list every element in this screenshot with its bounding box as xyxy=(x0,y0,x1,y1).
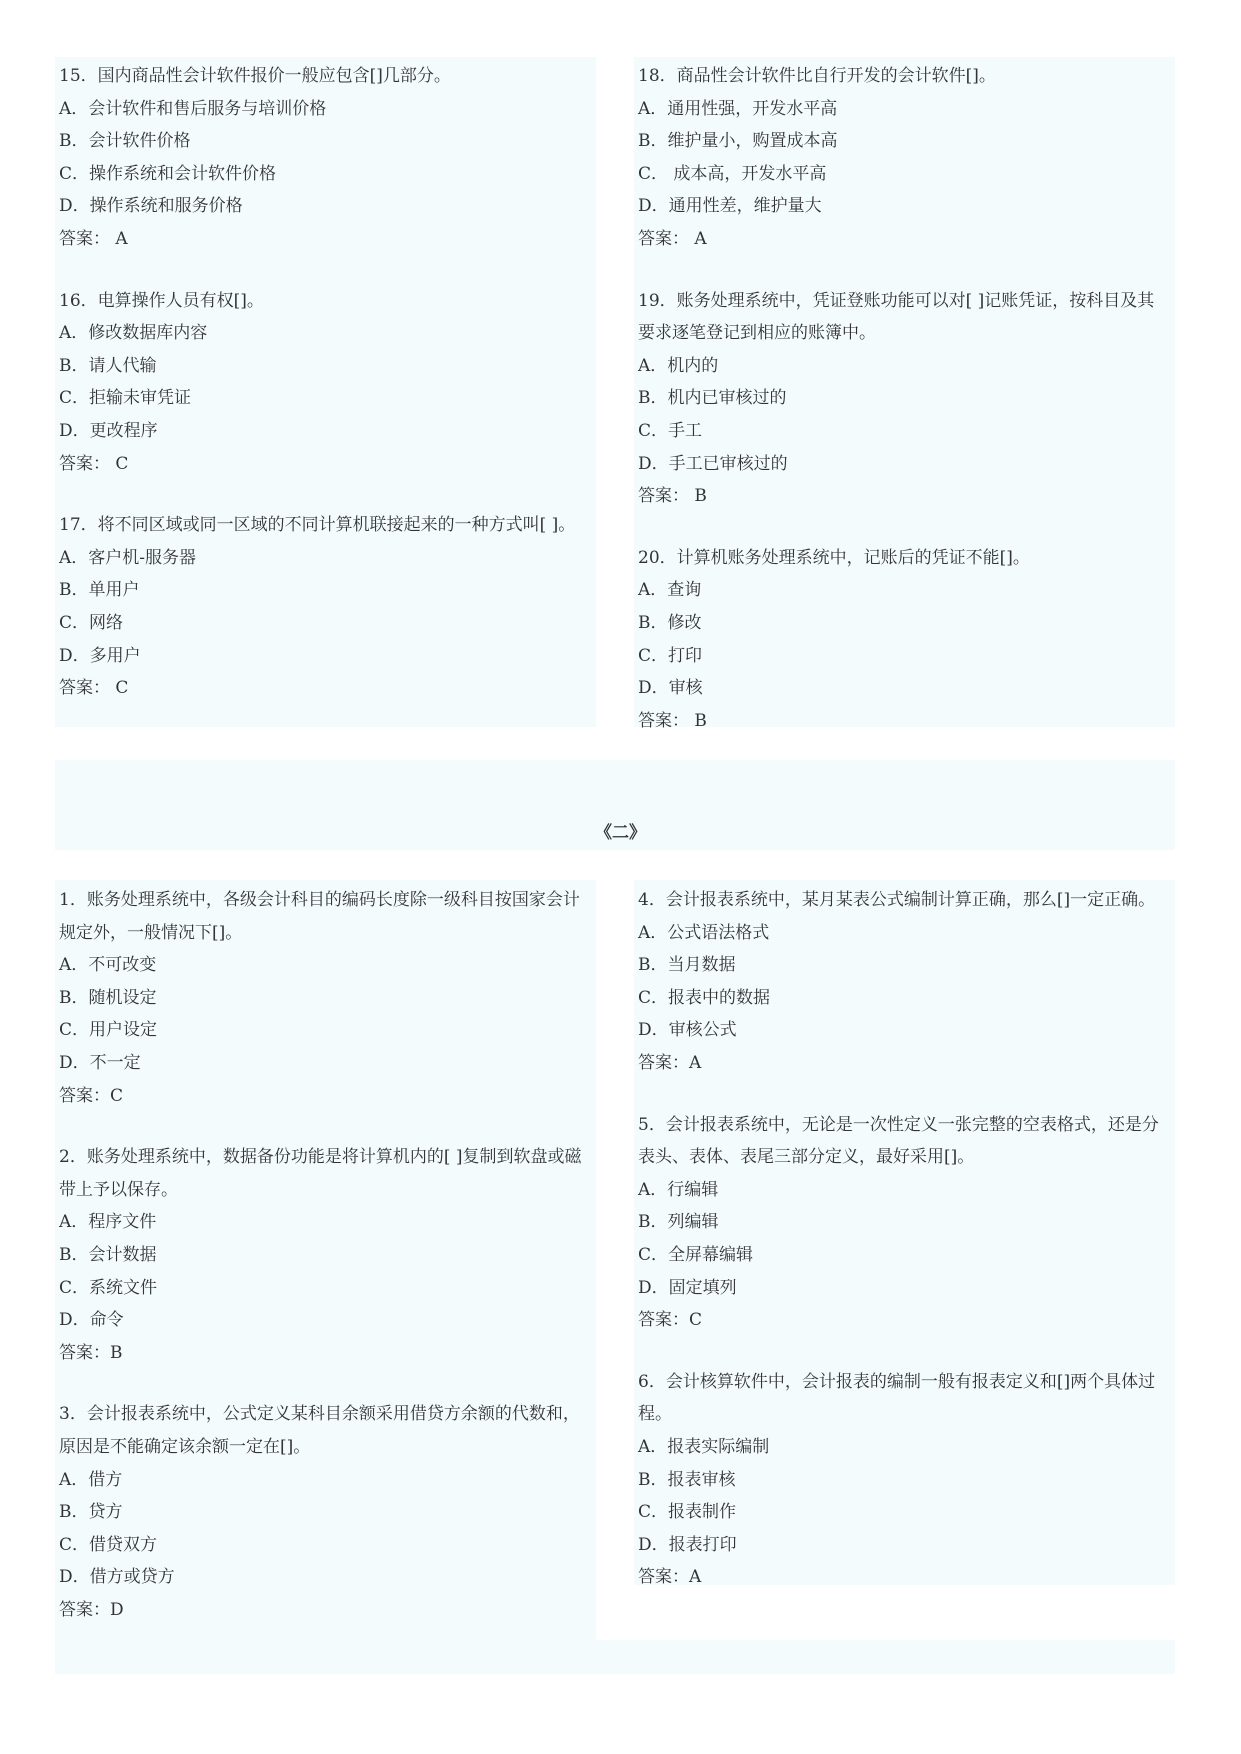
option-b: B．单用户 xyxy=(59,580,140,601)
question-text: 6．会计核算软件中，会计报表的编制一般有报表定义和[]两个具体过 xyxy=(638,1371,1156,1392)
option-b: B．维护量小，购置成本高 xyxy=(638,131,838,152)
question-text: 17．将不同区域或同一区域的不同计算机联接起来的一种方式叫[ ]。 xyxy=(59,515,576,536)
option-b: B．报表审核 xyxy=(638,1469,736,1490)
question-16 xyxy=(59,285,575,481)
option-a: A．查询 xyxy=(638,580,702,601)
question-text-continued: 要求逐笔登记到相应的账簿中。 xyxy=(638,323,876,344)
part1-left-column xyxy=(59,60,575,734)
option-d: D．操作系统和服务价格 xyxy=(59,196,243,217)
option-d: D．借方或贷方 xyxy=(59,1567,175,1588)
option-a: A．会计软件和售后服务与培训价格 xyxy=(59,98,327,119)
question-text: 18．商品性会计软件比自行开发的会计软件[]。 xyxy=(638,66,996,86)
option-c: C．网络 xyxy=(59,612,124,633)
question-6 xyxy=(638,1366,1159,1594)
question-text-continued: 原因是不能确定该余额一定在[]。 xyxy=(59,1436,311,1457)
option-b: B．当月数据 xyxy=(638,955,736,976)
option-b: B．会计软件价格 xyxy=(59,131,191,152)
answer: 答案：C xyxy=(59,1085,124,1106)
question-19 xyxy=(638,285,1154,513)
option-c: C．借贷双方 xyxy=(59,1534,158,1555)
answer: 答案：A xyxy=(638,1567,702,1588)
option-c: C．报表中的数据 xyxy=(638,987,771,1008)
answer: 答案： C xyxy=(59,678,129,699)
question-text-continued: 规定外，一般情况下[]。 xyxy=(59,922,243,943)
question-3 xyxy=(59,1398,581,1626)
section-title: 《二》 xyxy=(595,823,646,843)
question-20 xyxy=(638,542,1154,738)
question-4 xyxy=(638,884,1159,1080)
part2-right-column xyxy=(638,884,1159,1623)
option-d: D．通用性差，维护量大 xyxy=(638,196,822,217)
option-b: B．机内已审核过的 xyxy=(638,388,787,409)
option-b: B．会计数据 xyxy=(59,1244,157,1265)
question-18 xyxy=(638,60,1154,256)
question-text-continued: 表头、表体、表尾三部分定义，最好采用[]。 xyxy=(638,1147,975,1168)
answer: 答案：D xyxy=(59,1599,124,1620)
option-a: A．不可改变 xyxy=(59,955,157,976)
answer: 答案： B xyxy=(638,486,707,507)
option-c: C．系统文件 xyxy=(59,1277,158,1298)
part1-right-column xyxy=(638,60,1154,766)
answer: 答案：A xyxy=(638,1052,702,1073)
question-text: 19．账务处理系统中，凭证登账功能可以对[ ]记账凭证，按科目及其 xyxy=(638,290,1155,311)
question-2 xyxy=(59,1141,581,1369)
question-5 xyxy=(638,1109,1159,1337)
option-a: A．客户机-服务器 xyxy=(59,547,197,568)
question-text: 16．电算操作人员有权[]。 xyxy=(59,290,264,311)
option-c: C．手工 xyxy=(638,420,703,441)
question-text: 3．会计报表系统中，公式定义某科目余额采用借贷方余额的代数和， xyxy=(59,1404,580,1425)
option-b: B．随机设定 xyxy=(59,987,157,1008)
option-d: D．审核 xyxy=(638,678,703,699)
question-text: 5．会计报表系统中，无论是一次性定义一张完整的空表格式，还是分 xyxy=(638,1114,1159,1135)
option-d: D．报表打印 xyxy=(638,1534,737,1555)
option-a: A．行编辑 xyxy=(638,1179,719,1200)
answer: 答案： B xyxy=(638,710,707,731)
option-a: A．程序文件 xyxy=(59,1212,157,1233)
part2-left-column xyxy=(59,884,581,1655)
option-a: A．通用性强，开发水平高 xyxy=(638,98,838,119)
question-text-continued: 带上予以保存。 xyxy=(59,1179,178,1200)
option-c: C．打印 xyxy=(638,645,703,666)
question-text: 4．会计报表系统中，某月某表公式编制计算正确，那么[]一定正确。 xyxy=(638,890,1156,910)
option-d: D．审核公式 xyxy=(638,1020,737,1041)
option-c: C．拒输未审凭证 xyxy=(59,388,192,409)
question-text: 1．账务处理系统中，各级会计科目的编码长度除一级科目按国家会计 xyxy=(59,890,580,910)
option-a: A．公式语法格式 xyxy=(638,922,770,943)
option-d: D．固定填列 xyxy=(638,1277,737,1298)
option-a: A．借方 xyxy=(59,1469,123,1490)
option-d: D．命令 xyxy=(59,1310,124,1331)
option-b: B．修改 xyxy=(638,612,702,633)
option-c: C．操作系统和会计软件价格 xyxy=(59,163,277,184)
option-c: C． 成本高，开发水平高 xyxy=(638,163,827,184)
question-text-continued: 程。 xyxy=(638,1404,672,1425)
answer: 答案： C xyxy=(59,453,129,474)
question-text: 2．账务处理系统中，数据备份功能是将计算机内的[ ]复制到软盘或磁 xyxy=(59,1147,582,1168)
option-d: D．不一定 xyxy=(59,1052,141,1073)
option-c: C．用户设定 xyxy=(59,1020,158,1041)
option-d: D．更改程序 xyxy=(59,420,158,441)
answer: 答案： A xyxy=(59,228,128,249)
question-text: 20．计算机账务处理系统中，记账后的凭证不能[]。 xyxy=(638,547,1030,568)
option-b: B．请人代输 xyxy=(59,355,157,376)
answer: 答案：C xyxy=(638,1310,703,1331)
question-1 xyxy=(59,884,581,1112)
question-17 xyxy=(59,509,575,705)
question-text: 15．国内商品性会计软件报价一般应包含[]几部分。 xyxy=(59,66,451,86)
option-a: A．机内的 xyxy=(638,355,719,376)
answer: 答案： A xyxy=(638,228,707,249)
option-d: D．手工已审核过的 xyxy=(638,453,788,474)
answer: 答案：B xyxy=(59,1342,123,1363)
option-b: B．列编辑 xyxy=(638,1212,719,1233)
question-15 xyxy=(59,60,575,256)
option-a: A．报表实际编制 xyxy=(638,1436,770,1457)
option-d: D．多用户 xyxy=(59,645,141,666)
option-c: C．报表制作 xyxy=(638,1502,737,1523)
option-b: B．贷方 xyxy=(59,1502,123,1523)
option-a: A．修改数据库内容 xyxy=(59,323,208,344)
option-c: C．全屏幕编辑 xyxy=(638,1244,754,1265)
